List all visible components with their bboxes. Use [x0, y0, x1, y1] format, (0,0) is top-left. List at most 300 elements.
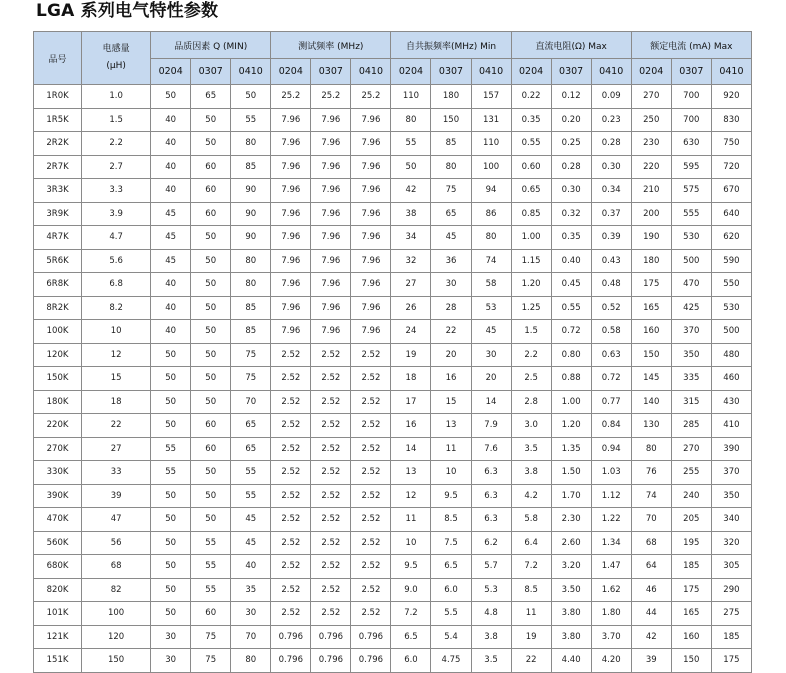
model-cell: 101K — [34, 602, 82, 626]
value-cell: 2.52 — [271, 531, 311, 555]
value-cell: 40 — [151, 296, 191, 320]
value-cell: 2.52 — [271, 602, 311, 626]
table-row — [34, 273, 752, 297]
value-cell: 30 — [151, 625, 191, 649]
inductance-cell: 56 — [82, 531, 151, 555]
value-cell: 65 — [231, 414, 271, 438]
value-cell: 0.35 — [551, 226, 591, 250]
value-cell: 1.5 — [511, 320, 551, 344]
value-cell: 22 — [511, 649, 551, 673]
inductance-cell: 120 — [82, 625, 151, 649]
value-cell: 7.96 — [271, 108, 311, 132]
value-cell: 6.2 — [471, 531, 511, 555]
value-cell: 920 — [711, 85, 751, 109]
model-cell: 470K — [34, 508, 82, 532]
value-cell: 86 — [471, 202, 511, 226]
value-cell: 7.96 — [271, 226, 311, 250]
value-cell: 0.72 — [591, 367, 631, 391]
value-cell: 28 — [431, 296, 471, 320]
value-cell: 2.52 — [351, 602, 391, 626]
value-cell: 25.2 — [271, 85, 311, 109]
value-cell: 0.45 — [551, 273, 591, 297]
value-cell: 320 — [711, 531, 751, 555]
header-size-4-0: 0204 — [631, 59, 671, 85]
value-cell: 7.96 — [351, 108, 391, 132]
value-cell: 6.4 — [511, 531, 551, 555]
model-cell: 3R9K — [34, 202, 82, 226]
value-cell: 68 — [631, 531, 671, 555]
value-cell: 5.3 — [471, 578, 511, 602]
value-cell: 50 — [191, 367, 231, 391]
value-cell: 80 — [231, 273, 271, 297]
value-cell: 3.5 — [511, 437, 551, 461]
value-cell: 60 — [191, 414, 231, 438]
value-cell: 7.96 — [311, 108, 351, 132]
inductance-cell: 47 — [82, 508, 151, 532]
value-cell: 0.30 — [551, 179, 591, 203]
value-cell: 0.796 — [351, 625, 391, 649]
header-size-2-0: 0204 — [391, 59, 431, 85]
header-inductance-unit: (μH) — [106, 61, 126, 71]
value-cell: 9.0 — [391, 578, 431, 602]
value-cell: 555 — [671, 202, 711, 226]
value-cell: 20 — [431, 343, 471, 367]
value-cell: 7.96 — [271, 296, 311, 320]
value-cell: 55 — [151, 461, 191, 485]
value-cell: 1.70 — [551, 484, 591, 508]
value-cell: 3.8 — [471, 625, 511, 649]
value-cell: 1.34 — [591, 531, 631, 555]
value-cell: 45 — [151, 249, 191, 273]
value-cell: 2.52 — [351, 390, 391, 414]
value-cell: 185 — [711, 625, 751, 649]
value-cell: 2.52 — [271, 578, 311, 602]
value-cell: 3.20 — [551, 555, 591, 579]
value-cell: 55 — [231, 484, 271, 508]
value-cell: 7.9 — [471, 414, 511, 438]
value-cell: 45 — [471, 320, 511, 344]
value-cell: 340 — [711, 508, 751, 532]
value-cell: 30 — [471, 343, 511, 367]
table-row — [34, 437, 752, 461]
value-cell: 11 — [391, 508, 431, 532]
value-cell: 7.96 — [271, 249, 311, 273]
value-cell: 0.28 — [591, 132, 631, 156]
value-cell: 75 — [231, 343, 271, 367]
value-cell: 1.62 — [591, 578, 631, 602]
table-header — [34, 32, 752, 85]
value-cell: 2.52 — [311, 461, 351, 485]
value-cell: 50 — [191, 461, 231, 485]
value-cell: 32 — [391, 249, 431, 273]
value-cell: 2.52 — [351, 484, 391, 508]
value-cell: 7.96 — [351, 179, 391, 203]
value-cell: 50 — [191, 390, 231, 414]
value-cell: 9.5 — [431, 484, 471, 508]
inductance-cell: 1.5 — [82, 108, 151, 132]
value-cell: 74 — [471, 249, 511, 273]
value-cell: 64 — [631, 555, 671, 579]
value-cell: 2.52 — [271, 461, 311, 485]
value-cell: 50 — [151, 602, 191, 626]
inductance-cell: 2.2 — [82, 132, 151, 156]
value-cell: 1.20 — [511, 273, 551, 297]
value-cell: 45 — [431, 226, 471, 250]
value-cell: 55 — [231, 461, 271, 485]
spec-table — [33, 31, 752, 673]
inductance-cell: 22 — [82, 414, 151, 438]
value-cell: 3.50 — [551, 578, 591, 602]
model-cell: 151K — [34, 649, 82, 673]
value-cell: 25.2 — [311, 85, 351, 109]
inductance-cell: 27 — [82, 437, 151, 461]
value-cell: 45 — [151, 202, 191, 226]
value-cell: 410 — [711, 414, 751, 438]
value-cell: 1.25 — [511, 296, 551, 320]
value-cell: 0.35 — [511, 108, 551, 132]
value-cell: 2.52 — [271, 508, 311, 532]
value-cell: 9.5 — [391, 555, 431, 579]
value-cell: 7.96 — [351, 132, 391, 156]
value-cell: 2.52 — [311, 484, 351, 508]
value-cell: 42 — [631, 625, 671, 649]
value-cell: 0.30 — [591, 155, 631, 179]
value-cell: 131 — [471, 108, 511, 132]
value-cell: 0.88 — [551, 367, 591, 391]
model-cell: 2R2K — [34, 132, 82, 156]
value-cell: 130 — [631, 414, 671, 438]
value-cell: 7.96 — [311, 155, 351, 179]
value-cell: 53 — [471, 296, 511, 320]
value-cell: 7.96 — [311, 273, 351, 297]
value-cell: 1.80 — [591, 602, 631, 626]
value-cell: 0.77 — [591, 390, 631, 414]
value-cell: 2.52 — [271, 437, 311, 461]
value-cell: 0.63 — [591, 343, 631, 367]
value-cell: 220 — [631, 155, 671, 179]
value-cell: 45 — [151, 226, 191, 250]
value-cell: 175 — [671, 578, 711, 602]
value-cell: 2.52 — [311, 531, 351, 555]
value-cell: 195 — [671, 531, 711, 555]
value-cell: 40 — [151, 273, 191, 297]
value-cell: 2.52 — [271, 343, 311, 367]
value-cell: 590 — [711, 249, 751, 273]
value-cell: 19 — [511, 625, 551, 649]
value-cell: 150 — [631, 343, 671, 367]
value-cell: 157 — [471, 85, 511, 109]
inductance-cell: 100 — [82, 602, 151, 626]
value-cell: 500 — [711, 320, 751, 344]
value-cell: 75 — [191, 649, 231, 673]
value-cell: 0.20 — [551, 108, 591, 132]
value-cell: 20 — [471, 367, 511, 391]
header-size-3-0: 0204 — [511, 59, 551, 85]
value-cell: 315 — [671, 390, 711, 414]
table-row — [34, 414, 752, 438]
value-cell: 175 — [631, 273, 671, 297]
model-cell: 120K — [34, 343, 82, 367]
value-cell: 40 — [151, 179, 191, 203]
inductance-cell: 6.8 — [82, 273, 151, 297]
value-cell: 85 — [231, 296, 271, 320]
model-cell: 330K — [34, 461, 82, 485]
inductance-cell: 10 — [82, 320, 151, 344]
value-cell: 0.65 — [511, 179, 551, 203]
value-cell: 50 — [191, 249, 231, 273]
value-cell: 2.8 — [511, 390, 551, 414]
value-cell: 7.96 — [271, 132, 311, 156]
value-cell: 6.0 — [431, 578, 471, 602]
value-cell: 7.96 — [311, 320, 351, 344]
value-cell: 2.52 — [351, 531, 391, 555]
inductance-cell: 3.9 — [82, 202, 151, 226]
value-cell: 2.52 — [311, 414, 351, 438]
value-cell: 7.96 — [311, 296, 351, 320]
value-cell: 50 — [151, 367, 191, 391]
value-cell: 0.796 — [351, 649, 391, 673]
value-cell: 35 — [231, 578, 271, 602]
value-cell: 700 — [671, 85, 711, 109]
value-cell: 3.80 — [551, 625, 591, 649]
value-cell: 34 — [391, 226, 431, 250]
value-cell: 530 — [671, 226, 711, 250]
value-cell: 240 — [671, 484, 711, 508]
model-cell: 150K — [34, 367, 82, 391]
header-group-q: 品质因素 Q (MIN) — [151, 32, 271, 59]
value-cell: 5.7 — [471, 555, 511, 579]
table-row — [34, 85, 752, 109]
value-cell: 80 — [231, 249, 271, 273]
table-row — [34, 461, 752, 485]
value-cell: 700 — [671, 108, 711, 132]
value-cell: 0.40 — [551, 249, 591, 273]
value-cell: 55 — [191, 531, 231, 555]
value-cell: 90 — [231, 226, 271, 250]
value-cell: 10 — [431, 461, 471, 485]
value-cell: 2.52 — [351, 414, 391, 438]
value-cell: 7.96 — [351, 273, 391, 297]
value-cell: 2.52 — [311, 367, 351, 391]
value-cell: 6.5 — [391, 625, 431, 649]
model-cell: 100K — [34, 320, 82, 344]
inductance-cell: 39 — [82, 484, 151, 508]
value-cell: 50 — [151, 343, 191, 367]
value-cell: 1.47 — [591, 555, 631, 579]
value-cell: 0.37 — [591, 202, 631, 226]
header-size-4-2: 0410 — [711, 59, 751, 85]
value-cell: 40 — [231, 555, 271, 579]
value-cell: 13 — [431, 414, 471, 438]
header-size-1-2: 0410 — [351, 59, 391, 85]
value-cell: 12 — [391, 484, 431, 508]
value-cell: 85 — [431, 132, 471, 156]
value-cell: 7.96 — [271, 202, 311, 226]
table-row — [34, 343, 752, 367]
value-cell: 2.5 — [511, 367, 551, 391]
value-cell: 1.12 — [591, 484, 631, 508]
value-cell: 460 — [711, 367, 751, 391]
value-cell: 350 — [671, 343, 711, 367]
value-cell: 2.60 — [551, 531, 591, 555]
value-cell: 2.52 — [271, 484, 311, 508]
value-cell: 50 — [191, 108, 231, 132]
header-size-1-0: 0204 — [271, 59, 311, 85]
value-cell: 55 — [191, 578, 231, 602]
value-cell: 750 — [711, 132, 751, 156]
value-cell: 630 — [671, 132, 711, 156]
value-cell: 4.40 — [551, 649, 591, 673]
value-cell: 470 — [671, 273, 711, 297]
model-cell: 820K — [34, 578, 82, 602]
value-cell: 175 — [711, 649, 751, 673]
value-cell: 0.43 — [591, 249, 631, 273]
value-cell: 3.0 — [511, 414, 551, 438]
value-cell: 275 — [711, 602, 751, 626]
value-cell: 180 — [431, 85, 471, 109]
value-cell: 2.52 — [351, 461, 391, 485]
model-cell: 4R7K — [34, 226, 82, 250]
inductance-cell: 18 — [82, 390, 151, 414]
value-cell: 75 — [231, 367, 271, 391]
value-cell: 160 — [671, 625, 711, 649]
value-cell: 50 — [151, 414, 191, 438]
value-cell: 0.58 — [591, 320, 631, 344]
value-cell: 30 — [151, 649, 191, 673]
value-cell: 16 — [391, 414, 431, 438]
value-cell: 8.5 — [511, 578, 551, 602]
model-cell: 220K — [34, 414, 82, 438]
value-cell: 3.8 — [511, 461, 551, 485]
value-cell: 0.94 — [591, 437, 631, 461]
value-cell: 2.52 — [271, 414, 311, 438]
table-row — [34, 226, 752, 250]
value-cell: 210 — [631, 179, 671, 203]
value-cell: 50 — [151, 390, 191, 414]
value-cell: 350 — [711, 484, 751, 508]
value-cell: 0.22 — [511, 85, 551, 109]
value-cell: 50 — [151, 531, 191, 555]
table-row — [34, 132, 752, 156]
value-cell: 0.796 — [271, 649, 311, 673]
value-cell: 370 — [671, 320, 711, 344]
value-cell: 390 — [711, 437, 751, 461]
inductance-cell: 8.2 — [82, 296, 151, 320]
value-cell: 0.32 — [551, 202, 591, 226]
value-cell: 5.4 — [431, 625, 471, 649]
value-cell: 335 — [671, 367, 711, 391]
value-cell: 0.55 — [511, 132, 551, 156]
value-cell: 200 — [631, 202, 671, 226]
table-row — [34, 531, 752, 555]
table-row — [34, 108, 752, 132]
value-cell: 40 — [151, 132, 191, 156]
value-cell: 595 — [671, 155, 711, 179]
value-cell: 60 — [191, 155, 231, 179]
model-cell: 1R0K — [34, 85, 82, 109]
value-cell: 2.52 — [271, 390, 311, 414]
value-cell: 180 — [631, 249, 671, 273]
value-cell: 160 — [631, 320, 671, 344]
table-row — [34, 649, 752, 673]
value-cell: 7.96 — [311, 132, 351, 156]
value-cell: 50 — [151, 555, 191, 579]
value-cell: 270 — [671, 437, 711, 461]
model-cell: 390K — [34, 484, 82, 508]
value-cell: 25.2 — [351, 85, 391, 109]
value-cell: 230 — [631, 132, 671, 156]
value-cell: 250 — [631, 108, 671, 132]
value-cell: 14 — [471, 390, 511, 414]
value-cell: 60 — [191, 602, 231, 626]
value-cell: 7.2 — [511, 555, 551, 579]
value-cell: 44 — [631, 602, 671, 626]
table-row — [34, 155, 752, 179]
value-cell: 7.6 — [471, 437, 511, 461]
model-cell: 1R5K — [34, 108, 82, 132]
value-cell: 50 — [191, 508, 231, 532]
value-cell: 500 — [671, 249, 711, 273]
value-cell: 150 — [671, 649, 711, 673]
table-row — [34, 625, 752, 649]
value-cell: 290 — [711, 578, 751, 602]
value-cell: 6.5 — [431, 555, 471, 579]
table-row — [34, 508, 752, 532]
value-cell: 50 — [391, 155, 431, 179]
value-cell: 74 — [631, 484, 671, 508]
value-cell: 85 — [231, 320, 271, 344]
value-cell: 45 — [231, 531, 271, 555]
inductance-cell: 33 — [82, 461, 151, 485]
value-cell: 100 — [471, 155, 511, 179]
value-cell: 70 — [631, 508, 671, 532]
value-cell: 39 — [631, 649, 671, 673]
value-cell: 6.3 — [471, 484, 511, 508]
value-cell: 1.22 — [591, 508, 631, 532]
value-cell: 70 — [231, 390, 271, 414]
value-cell: 50 — [191, 273, 231, 297]
model-cell: 8R2K — [34, 296, 82, 320]
inductance-cell: 68 — [82, 555, 151, 579]
value-cell: 5.5 — [431, 602, 471, 626]
value-cell: 55 — [191, 555, 231, 579]
value-cell: 550 — [711, 273, 751, 297]
value-cell: 3.5 — [471, 649, 511, 673]
value-cell: 10 — [391, 531, 431, 555]
value-cell: 4.75 — [431, 649, 471, 673]
value-cell: 11 — [511, 602, 551, 626]
header-group-test-freq: 测试频率 (MHz) — [271, 32, 391, 59]
value-cell: 2.52 — [311, 343, 351, 367]
table-body — [34, 85, 752, 673]
value-cell: 2.2 — [511, 343, 551, 367]
value-cell: 720 — [711, 155, 751, 179]
value-cell: 24 — [391, 320, 431, 344]
value-cell: 90 — [231, 179, 271, 203]
table-row — [34, 296, 752, 320]
model-cell: 560K — [34, 531, 82, 555]
value-cell: 370 — [711, 461, 751, 485]
value-cell: 0.34 — [591, 179, 631, 203]
value-cell: 40 — [151, 155, 191, 179]
value-cell: 305 — [711, 555, 751, 579]
value-cell: 27 — [391, 273, 431, 297]
value-cell: 7.96 — [351, 296, 391, 320]
model-cell: 270K — [34, 437, 82, 461]
value-cell: 85 — [231, 155, 271, 179]
value-cell: 1.00 — [551, 390, 591, 414]
value-cell: 255 — [671, 461, 711, 485]
